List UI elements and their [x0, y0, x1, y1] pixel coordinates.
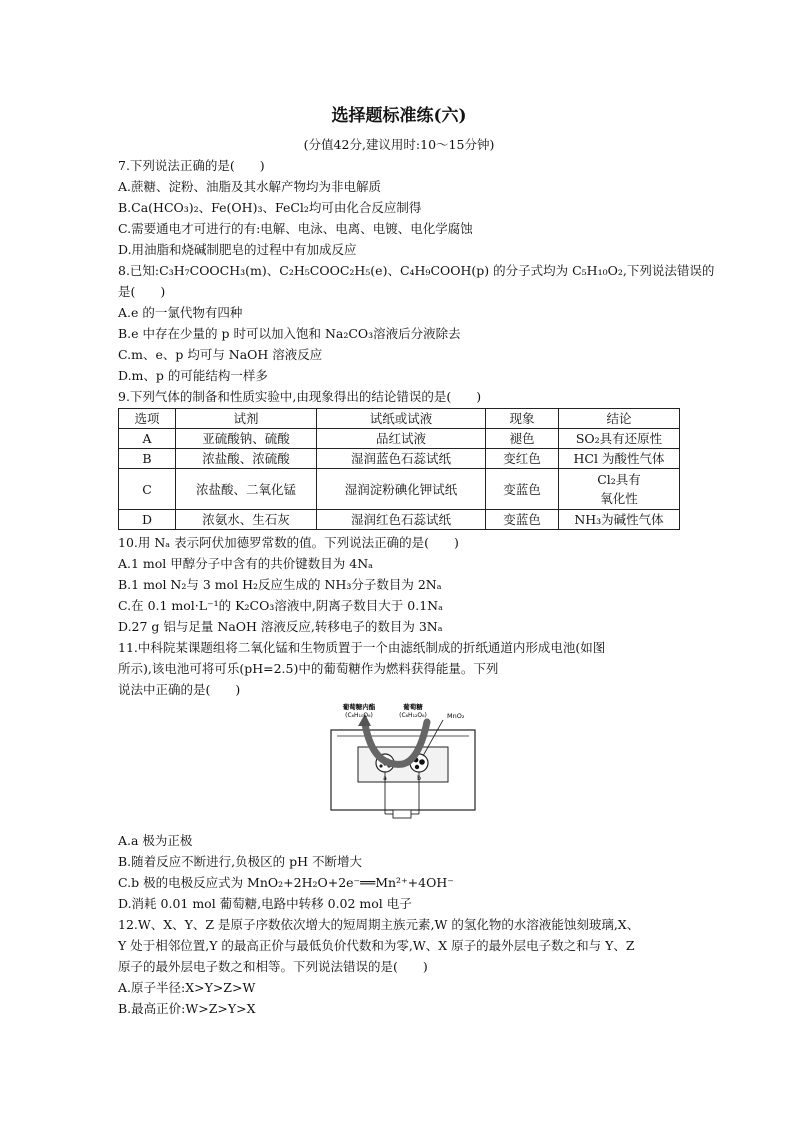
option-b: B.1 mol N₂与 3 mol H₂反应生成的 NH₃分子数目为 2Nₐ	[118, 577, 442, 592]
question-stem: 11.中科院某课题组将二氧化锰和生物质置于一个由滤纸制成的折纸通道内形成电池(如图	[118, 640, 606, 655]
option-d: D.消耗 0.01 mol 葡萄糖,电路中转移 0.02 mol 电子	[118, 896, 412, 911]
table-cell: SO₂具有还原性	[559, 429, 680, 449]
question-stem: 8.已知:C₃H₇COOCH₃(m)、C₂H₅COOC₂H₅(e)、C₄H₉COOH(p) 的分子式均为 C₅H₁₀O₂,下列说法错误的	[118, 263, 715, 278]
question-11	[118, 637, 680, 914]
table-cell: 浓氨水、生石灰	[176, 510, 317, 530]
mno2-label: MnO₂	[447, 712, 465, 720]
table-row	[119, 429, 680, 449]
table-cell: 变红色	[486, 449, 559, 469]
glucose-formula: (C₆H₁₂O₆)	[399, 712, 427, 719]
question-12	[118, 914, 680, 1019]
option-c: C.在 0.1 mol·L⁻¹的 K₂CO₃溶液中,阴离子数目大于 0.1Nₐ	[118, 598, 443, 613]
table-cell: 亚硫酸钠、硫酸	[176, 429, 317, 449]
exam-page	[118, 104, 715, 1019]
table-row	[119, 510, 680, 530]
question-8	[118, 260, 715, 386]
question-stem-cont: 是( )	[118, 284, 166, 299]
electrode-b-label: b	[417, 775, 421, 782]
conclusion-line-1: Cl₂具有	[597, 472, 641, 487]
page-title: 选择题标准练(六)	[331, 106, 467, 126]
page-subtitle: (分值42分,建议用时:10～15分钟)	[303, 137, 495, 152]
question-9	[118, 386, 680, 530]
question-10	[118, 532, 680, 637]
lactone-formula: (C₆H₁₀O₆)	[345, 712, 373, 719]
particle	[419, 759, 425, 765]
table-cell: HCl 为酸性气体	[559, 449, 680, 469]
option-d: D.m、p 的可能结构一样多	[118, 368, 268, 383]
option-a: A.e 的一氯代物有四种	[118, 305, 243, 320]
particle	[379, 764, 382, 767]
header-cell: 试纸或试液	[317, 409, 486, 429]
question-stem: 9.下列气体的制备和性质实验中,由现象得出的结论错误的是( )	[118, 389, 482, 404]
question-stem-cont: Y 处于相邻位置,Y 的最高正价与最低负价代数和为零,W、X 原子的最外层电子数之和与 Y、Z	[118, 938, 635, 953]
option-d: D.用油脂和烧碱制肥皂的过程中有加成反应	[118, 242, 357, 257]
table-cell: 品红试液	[317, 429, 486, 449]
header-cell: 现象	[486, 409, 559, 429]
question-stem-cont: 说法中正确的是( )	[118, 682, 241, 697]
option-c: C.需要通电才可进行的有:电解、电泳、电离、电镀、电化学腐蚀	[118, 221, 473, 236]
table-cell: 湿润红色石蕊试纸	[317, 510, 486, 530]
header-cell: 试剂	[176, 409, 317, 429]
option-c: C.b 极的电极反应式为 MnO₂+2H₂O+2e⁻══Mn²⁺+4OH⁻	[118, 875, 454, 890]
electrode-a-label: a	[383, 775, 387, 782]
question-stem-cont: 原子的最外层电子数之和相等。下列说法错误的是( )	[118, 959, 428, 974]
question-stem: 12.W、X、Y、Z 是原子序数依次增大的短周期主族元素,W 的氢化物的水溶液能蚀刻玻璃,X、	[118, 917, 640, 932]
question-7	[118, 155, 680, 260]
glucose-label: 葡萄糖	[403, 703, 423, 711]
table-cell: C	[119, 469, 176, 510]
lactone-label: 葡萄糖内酯	[342, 703, 376, 711]
table-row	[119, 449, 680, 469]
header-cell: 结论	[559, 409, 680, 429]
table-cell: 褪色	[486, 429, 559, 449]
option-b: B.随着反应不断进行,负极区的 pH 不断增大	[118, 854, 362, 869]
table-cell: D	[119, 510, 176, 530]
option-d: D.27 g 铝与足量 NaOH 溶液反应,转移电子的数目为 3Nₐ	[118, 619, 443, 634]
table-cell: NH₃为碱性气体	[559, 510, 680, 530]
table-cell: 湿润淀粉碘化钾试纸	[317, 469, 486, 510]
table-cell: B	[119, 449, 176, 469]
table-cell: 变蓝色	[486, 469, 559, 510]
question-stem: 10.用 Nₐ 表示阿伏加德罗常数的值。下列说法正确的是( )	[118, 535, 459, 550]
question-stem-cont: 所示),该电池可将可乐(pH=2.5)中的葡萄糖作为燃料获得能量。下列	[118, 661, 499, 676]
table-header-row	[119, 409, 680, 429]
particle	[415, 765, 419, 769]
battery-diagram	[323, 702, 483, 822]
table-cell: 浓盐酸、二氧化锰	[176, 469, 317, 510]
option-b: B.e 中存在少量的 p 时可以加入饱和 Na₂CO₃溶液后分液除去	[118, 326, 461, 341]
option-b: B.Ca(HCO₃)₂、Fe(OH)₃、FeCl₂均可由化合反应制得	[118, 200, 422, 215]
header-cell: 选项	[119, 409, 176, 429]
table-cell: 湿润蓝色石蕊试纸	[317, 449, 486, 469]
option-c: C.m、e、p 均可与 NaOH 溶液反应	[118, 347, 323, 362]
option-a: A.蔗糖、淀粉、油脂及其水解产物均为非电解质	[118, 179, 382, 194]
option-a: A.a 极为正极	[118, 833, 193, 848]
table-cell: 变蓝色	[486, 510, 559, 530]
experiment-table	[118, 408, 680, 530]
table-cell-conclusion	[559, 469, 680, 510]
option-a: A.原子半径:X>Y>Z>W	[118, 980, 256, 995]
table-row	[119, 469, 680, 510]
conclusion-line-2: 氧化性	[600, 491, 638, 506]
table-cell: A	[119, 429, 176, 449]
option-a: A.1 mol 甲醇分子中含有的共价键数目为 4Nₐ	[118, 556, 373, 571]
question-stem: 7.下列说法正确的是( )	[118, 158, 265, 173]
resistor	[393, 810, 411, 818]
table-cell: 浓盐酸、浓硫酸	[176, 449, 317, 469]
option-b: B.最高正价:W>Z>Y>X	[118, 1001, 256, 1016]
